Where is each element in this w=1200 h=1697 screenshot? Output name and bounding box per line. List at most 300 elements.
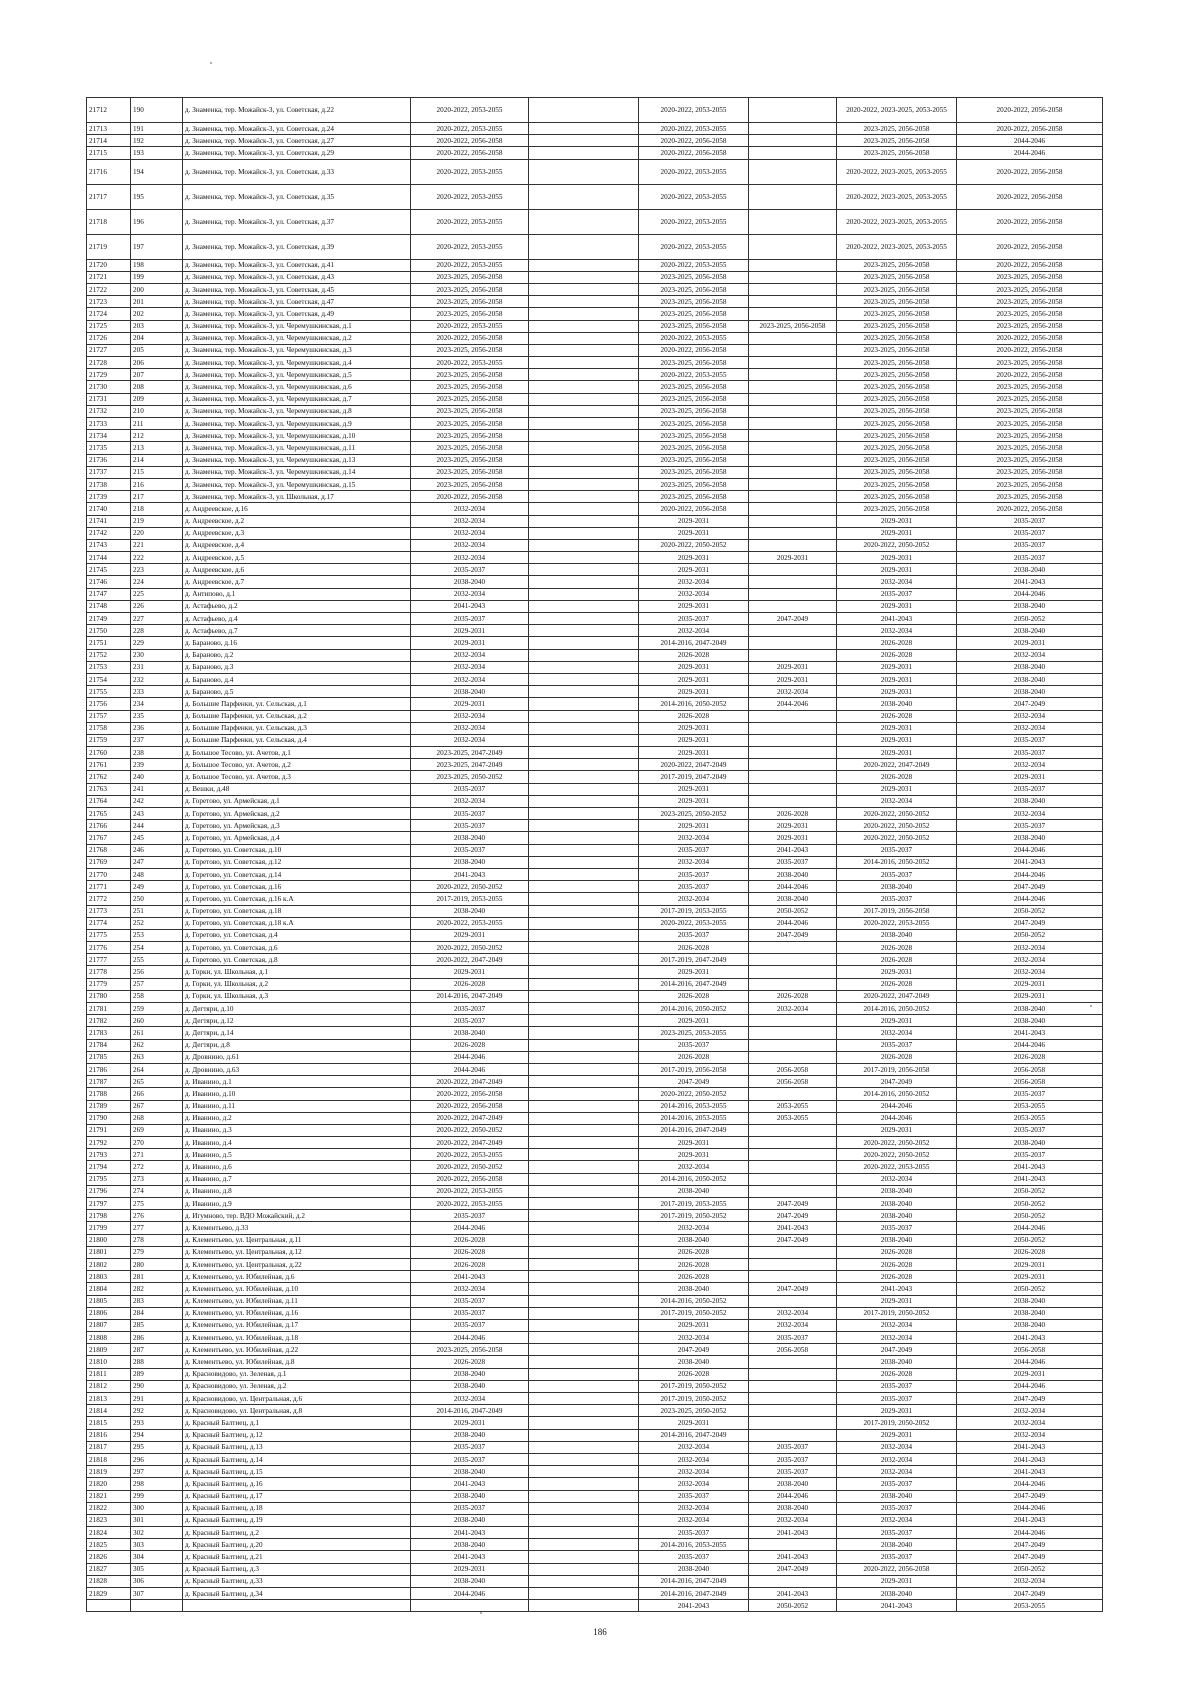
row-number-cell: 301 — [131, 1514, 183, 1526]
period-cell-1: 2020-2022, 2056-2058 — [411, 1088, 529, 1100]
period-cell-1: 2023-2025, 2056-2058 — [411, 283, 529, 295]
period-cell-1: 2044-2046 — [411, 1063, 529, 1075]
row-id-cell: 21792 — [87, 1137, 131, 1149]
period-cell-3: 2029-2031 — [639, 661, 749, 673]
period-cell-1: 2035-2037 — [411, 820, 529, 832]
address-cell: д. Знаменка, тер. Можайск-3, ул. Советская, д.43 — [183, 271, 411, 283]
address-cell: д. Знаменка, тер. Можайск-3, ул. Черемушкинская, д.14 — [183, 466, 411, 478]
period-cell-1 — [411, 1600, 529, 1612]
table-row — [87, 1161, 1103, 1173]
period-cell-3: 2035-2037 — [639, 868, 749, 880]
period-cell-1: 2023-2025, 2050-2052 — [411, 771, 529, 783]
period-cell-5: 2020-2022, 2050-2052 — [837, 832, 957, 844]
period-cell-5: 2026-2028 — [837, 1246, 957, 1258]
period-cell-2 — [529, 1015, 639, 1027]
period-cell-4: 2050-2052 — [749, 1600, 837, 1612]
row-number-cell: 305 — [131, 1563, 183, 1575]
period-cell-1: 2023-2025, 2056-2058 — [411, 454, 529, 466]
period-cell-4: 2053-2055 — [749, 1112, 837, 1124]
period-cell-4 — [749, 978, 837, 990]
period-cell-3: 2032-2034 — [639, 1502, 749, 1514]
period-cell-4 — [749, 649, 837, 661]
table-row — [87, 832, 1103, 844]
period-cell-5: 2035-2037 — [837, 1393, 957, 1405]
table-body — [87, 98, 1103, 1612]
table-row — [87, 357, 1103, 369]
period-cell-5: 2038-2040 — [837, 698, 957, 710]
period-cell-2 — [529, 1319, 639, 1331]
period-cell-3: 2047-2049 — [639, 1076, 749, 1088]
row-id-cell: 21716 — [87, 159, 131, 184]
address-cell: д. Красный Балтиец, д.33 — [183, 1575, 411, 1587]
period-cell-5: 2026-2028 — [837, 771, 957, 783]
address-cell: д. Клементьево, ул. Юбилейная, д.22 — [183, 1344, 411, 1356]
row-id-cell: 21749 — [87, 613, 131, 625]
period-cell-6: 2035-2037 — [957, 783, 1103, 795]
table-row — [87, 332, 1103, 344]
row-id-cell: 21825 — [87, 1539, 131, 1551]
table-row — [87, 1051, 1103, 1063]
period-cell-3: 2023-2025, 2056-2058 — [639, 308, 749, 320]
period-cell-1: 2026-2028 — [411, 1234, 529, 1246]
period-cell-6: 2032-2034 — [957, 954, 1103, 966]
period-cell-4 — [749, 135, 837, 147]
period-cell-4: 2050-2052 — [749, 905, 837, 917]
row-id-cell: 21719 — [87, 234, 131, 259]
address-cell: д. Дегтяри, д.8 — [183, 1039, 411, 1051]
period-cell-5: 2017-2019, 2050-2052 — [837, 1307, 957, 1319]
period-cell-1: 2038-2040 — [411, 1575, 529, 1587]
period-cell-4 — [749, 1137, 837, 1149]
address-cell: д. Знаменка, тер. Можайск-3, ул. Советская, д.37 — [183, 209, 411, 234]
period-cell-2 — [529, 123, 639, 135]
period-cell-6: 2038-2040 — [957, 600, 1103, 612]
row-number-cell: 219 — [131, 515, 183, 527]
row-id-cell: 21784 — [87, 1039, 131, 1051]
period-cell-3: 2023-2025, 2056-2058 — [639, 393, 749, 405]
row-number-cell: 289 — [131, 1368, 183, 1380]
table-row — [87, 625, 1103, 637]
row-id-cell: 21742 — [87, 527, 131, 539]
period-cell-1: 2041-2043 — [411, 1271, 529, 1283]
period-cell-5: 2023-2025, 2056-2058 — [837, 123, 957, 135]
period-cell-1: 2020-2022, 2047-2049 — [411, 1076, 529, 1088]
period-cell-5: 2029-2031 — [837, 1295, 957, 1307]
period-cell-2 — [529, 1380, 639, 1392]
period-cell-1: 2023-2025, 2056-2058 — [411, 478, 529, 490]
row-id-cell: 21732 — [87, 405, 131, 417]
period-cell-2 — [529, 942, 639, 954]
period-cell-4 — [749, 381, 837, 393]
row-number-cell: 293 — [131, 1417, 183, 1429]
period-cell-3: 2029-2031 — [639, 966, 749, 978]
address-cell: д. Горетово, ул. Советская, д.10 — [183, 844, 411, 856]
period-cell-2 — [529, 649, 639, 661]
period-cell-6: 2023-2025, 2056-2058 — [957, 405, 1103, 417]
period-cell-5: 2029-2031 — [837, 1405, 957, 1417]
address-cell: д. Бараново, д.4 — [183, 673, 411, 685]
period-cell-3: 2023-2025, 2056-2058 — [639, 442, 749, 454]
row-id-cell: 21795 — [87, 1173, 131, 1185]
period-cell-6: 2041-2043 — [957, 1514, 1103, 1526]
address-cell: д. Знаменка, тер. Можайск-3, ул. Советская, д.27 — [183, 135, 411, 147]
row-id-cell: 21747 — [87, 588, 131, 600]
table-row — [87, 552, 1103, 564]
row-number-cell: 254 — [131, 942, 183, 954]
address-cell: д. Бараново, д.3 — [183, 661, 411, 673]
row-number-cell: 296 — [131, 1453, 183, 1465]
row-id-cell: 21815 — [87, 1417, 131, 1429]
row-id-cell: 21758 — [87, 722, 131, 734]
period-cell-4 — [749, 1393, 837, 1405]
row-id-cell: 21751 — [87, 637, 131, 649]
period-cell-2 — [529, 552, 639, 564]
address-cell: д. Дегтяри, д.10 — [183, 1003, 411, 1015]
address-cell: д. Горетово, ул. Советская, д.16 — [183, 881, 411, 893]
row-id-cell: 21799 — [87, 1222, 131, 1234]
period-cell-2 — [529, 1514, 639, 1526]
row-number-cell: 295 — [131, 1441, 183, 1453]
table-row — [87, 491, 1103, 503]
period-cell-3: 2020-2022, 2053-2055 — [639, 184, 749, 209]
row-number-cell: 241 — [131, 783, 183, 795]
period-cell-4 — [749, 747, 837, 759]
period-cell-2 — [529, 929, 639, 941]
period-cell-3: 2032-2034 — [639, 576, 749, 588]
period-cell-5: 2020-2022, 2047-2049 — [837, 990, 957, 1002]
period-cell-4 — [749, 734, 837, 746]
row-id-cell: 21715 — [87, 147, 131, 159]
period-cell-6: 2023-2025, 2056-2058 — [957, 478, 1103, 490]
table-row — [87, 1344, 1103, 1356]
address-cell: д. Знаменка, тер. Можайск-3, ул. Черемушкинская, д.1 — [183, 320, 411, 332]
period-cell-6: 2035-2037 — [957, 539, 1103, 551]
period-cell-4 — [749, 478, 837, 490]
period-cell-6: 2023-2025, 2056-2058 — [957, 418, 1103, 430]
period-cell-3: 2035-2037 — [639, 1490, 749, 1502]
table-row — [87, 1380, 1103, 1392]
period-cell-6: 2035-2037 — [957, 747, 1103, 759]
table-row — [87, 393, 1103, 405]
period-cell-6: 2029-2031 — [957, 1258, 1103, 1270]
period-cell-2 — [529, 1063, 639, 1075]
period-cell-6: 2044-2046 — [957, 1478, 1103, 1490]
period-cell-5: 2023-2025, 2056-2058 — [837, 381, 957, 393]
period-cell-3: 2020-2022, 2053-2055 — [639, 159, 749, 184]
period-cell-4 — [749, 430, 837, 442]
address-cell: д. Знаменка, тер. Можайск-3, ул. Советская, д.41 — [183, 259, 411, 271]
row-number-cell: 285 — [131, 1319, 183, 1331]
address-cell: д. Большое Тесово, ул. Ачетов, д.2 — [183, 759, 411, 771]
row-number-cell: 307 — [131, 1588, 183, 1600]
address-cell: д. Клементьево, ул. Юбилейная, д.11 — [183, 1295, 411, 1307]
period-cell-5: 2029-2031 — [837, 661, 957, 673]
table-row — [87, 978, 1103, 990]
period-cell-4: 2029-2031 — [749, 832, 837, 844]
period-cell-1: 2029-2031 — [411, 1417, 529, 1429]
period-cell-4 — [749, 357, 837, 369]
address-cell: д. Знаменка, тер. Можайск-3, ул. Черемушкинская, д.6 — [183, 381, 411, 393]
row-number-cell: 294 — [131, 1429, 183, 1441]
period-cell-1: 2020-2022, 2047-2049 — [411, 1112, 529, 1124]
period-cell-6: 2050-2052 — [957, 1210, 1103, 1222]
period-cell-2 — [529, 1478, 639, 1490]
row-id-cell: 21766 — [87, 820, 131, 832]
period-cell-2 — [529, 381, 639, 393]
address-cell: д. Красный Балтиец, д.14 — [183, 1453, 411, 1465]
table-row — [87, 600, 1103, 612]
period-cell-5: 2035-2037 — [837, 844, 957, 856]
address-cell: д. Горки, ул. Школьная, д.1 — [183, 966, 411, 978]
period-cell-1: 2038-2040 — [411, 832, 529, 844]
row-number-cell: 228 — [131, 625, 183, 637]
period-cell-1: 2023-2025, 2056-2058 — [411, 1344, 529, 1356]
period-cell-2 — [529, 357, 639, 369]
row-number-cell: 287 — [131, 1344, 183, 1356]
address-cell: д. Знаменка, тер. Можайск-3, ул. Советская, д.35 — [183, 184, 411, 209]
period-cell-1: 2035-2037 — [411, 1210, 529, 1222]
period-cell-1: 2029-2031 — [411, 966, 529, 978]
row-number-cell: 221 — [131, 539, 183, 551]
page-number: 186 — [593, 1627, 607, 1637]
period-cell-2 — [529, 393, 639, 405]
table-row — [87, 856, 1103, 868]
period-cell-2 — [529, 332, 639, 344]
table-row — [87, 283, 1103, 295]
row-number-cell: 267 — [131, 1100, 183, 1112]
period-cell-6: 2044-2046 — [957, 868, 1103, 880]
row-number-cell: 260 — [131, 1015, 183, 1027]
period-cell-1: 2020-2022, 2047-2049 — [411, 954, 529, 966]
address-cell: д. Знаменка, тер. Можайск-3, ул. Советская, д.39 — [183, 234, 411, 259]
period-cell-3: 2029-2031 — [639, 722, 749, 734]
table-row — [87, 564, 1103, 576]
period-cell-5: 2020-2022, 2023-2025, 2053-2055 — [837, 234, 957, 259]
period-cell-2 — [529, 1027, 639, 1039]
period-cell-5: 2035-2037 — [837, 893, 957, 905]
row-id-cell: 21771 — [87, 881, 131, 893]
period-cell-1: 2029-2031 — [411, 1563, 529, 1575]
period-cell-6: 2038-2040 — [957, 661, 1103, 673]
period-cell-6: 2050-2052 — [957, 1563, 1103, 1575]
row-number-cell: 248 — [131, 868, 183, 880]
period-cell-2 — [529, 576, 639, 588]
period-cell-2 — [529, 1563, 639, 1575]
period-cell-4: 2032-2034 — [749, 1003, 837, 1015]
period-cell-2 — [529, 1417, 639, 1429]
period-cell-5: 2020-2022, 2023-2025, 2053-2055 — [837, 209, 957, 234]
period-cell-2 — [529, 1429, 639, 1441]
period-cell-3: 2029-2031 — [639, 747, 749, 759]
row-id-cell: 21813 — [87, 1393, 131, 1405]
period-cell-4 — [749, 564, 837, 576]
period-cell-3: 2038-2040 — [639, 1234, 749, 1246]
row-number-cell: 196 — [131, 209, 183, 234]
row-number-cell: 269 — [131, 1124, 183, 1136]
period-cell-3: 2020-2022, 2050-2052 — [639, 539, 749, 551]
period-cell-4: 2032-2034 — [749, 1319, 837, 1331]
row-id-cell: 21736 — [87, 454, 131, 466]
row-id-cell: 21812 — [87, 1380, 131, 1392]
period-cell-3: 2023-2025, 2056-2058 — [639, 283, 749, 295]
period-cell-6: 2041-2043 — [957, 576, 1103, 588]
address-cell: д. Астафьево, д.2 — [183, 600, 411, 612]
period-cell-2 — [529, 259, 639, 271]
period-cell-3: 2035-2037 — [639, 881, 749, 893]
period-cell-2 — [529, 283, 639, 295]
period-cell-6: 2038-2040 — [957, 625, 1103, 637]
period-cell-4 — [749, 795, 837, 807]
period-cell-5: 2023-2025, 2056-2058 — [837, 332, 957, 344]
address-cell: д. Большое Тесово, ул. Ачетов, д.3 — [183, 771, 411, 783]
period-cell-4: 2044-2046 — [749, 881, 837, 893]
address-cell: д. Знаменка, тер. Можайск-3, ул. Черемушкинская, д.7 — [183, 393, 411, 405]
period-cell-3: 2023-2025, 2056-2058 — [639, 478, 749, 490]
period-cell-1: 2032-2034 — [411, 722, 529, 734]
period-cell-2 — [529, 1246, 639, 1258]
period-cell-5: 2023-2025, 2056-2058 — [837, 418, 957, 430]
period-cell-3: 2020-2022, 2056-2058 — [639, 135, 749, 147]
period-cell-6: 2044-2046 — [957, 135, 1103, 147]
row-id-cell: 21723 — [87, 296, 131, 308]
period-cell-3: 2023-2025, 2056-2058 — [639, 296, 749, 308]
row-number-cell: 270 — [131, 1137, 183, 1149]
period-cell-5: 2044-2046 — [837, 1100, 957, 1112]
address-cell: д. Большие Парфенки, ул. Сельская, д.3 — [183, 722, 411, 734]
address-cell: д. Иванино, д.11 — [183, 1100, 411, 1112]
row-number-cell: 265 — [131, 1076, 183, 1088]
table-row — [87, 1112, 1103, 1124]
address-cell: д. Красный Балтиец, д.16 — [183, 1478, 411, 1490]
row-number-cell: 261 — [131, 1027, 183, 1039]
row-number-cell: 197 — [131, 234, 183, 259]
period-cell-3: 2014-2016, 2050-2052 — [639, 1003, 749, 1015]
period-cell-3: 2023-2025, 2050-2052 — [639, 808, 749, 820]
address-cell: д. Дегтяри, д.12 — [183, 1015, 411, 1027]
period-cell-1: 2023-2025, 2056-2058 — [411, 430, 529, 442]
scan-speck — [480, 1612, 482, 1614]
period-cell-1: 2020-2022, 2056-2058 — [411, 1173, 529, 1185]
period-cell-3: 2014-2016, 2050-2052 — [639, 1173, 749, 1185]
period-cell-3: 2029-2031 — [639, 527, 749, 539]
period-cell-6: 2023-2025, 2056-2058 — [957, 430, 1103, 442]
period-cell-5: 2026-2028 — [837, 1051, 957, 1063]
period-cell-5: 2023-2025, 2056-2058 — [837, 147, 957, 159]
row-id-cell: 21754 — [87, 673, 131, 685]
period-cell-6: 2053-2055 — [957, 1600, 1103, 1612]
period-cell-5: 2020-2022, 2047-2049 — [837, 759, 957, 771]
period-cell-5: 2035-2037 — [837, 1039, 957, 1051]
period-cell-1: 2038-2040 — [411, 1490, 529, 1502]
period-cell-5: 2014-2016, 2050-2052 — [837, 856, 957, 868]
period-cell-3: 2023-2025, 2056-2058 — [639, 430, 749, 442]
period-cell-3: 2014-2016, 2050-2052 — [639, 698, 749, 710]
row-id-cell: 21828 — [87, 1575, 131, 1587]
period-cell-5: 2023-2025, 2056-2058 — [837, 442, 957, 454]
address-cell: д. Андреевское, д.2 — [183, 515, 411, 527]
period-cell-2 — [529, 1234, 639, 1246]
period-cell-1: 2035-2037 — [411, 808, 529, 820]
table-row — [87, 135, 1103, 147]
table-row — [87, 1234, 1103, 1246]
period-cell-5: 2020-2022, 2050-2052 — [837, 1137, 957, 1149]
period-cell-2 — [529, 844, 639, 856]
period-cell-5: 2020-2022, 2023-2025, 2053-2055 — [837, 98, 957, 123]
table-row — [87, 1429, 1103, 1441]
period-cell-5: 2047-2049 — [837, 1344, 957, 1356]
period-cell-3: 2020-2022, 2053-2055 — [639, 332, 749, 344]
row-id-cell: 21808 — [87, 1332, 131, 1344]
period-cell-4 — [749, 1356, 837, 1368]
row-id-cell: 21823 — [87, 1514, 131, 1526]
period-cell-4: 2029-2031 — [749, 661, 837, 673]
period-cell-6: 2020-2022, 2056-2058 — [957, 234, 1103, 259]
period-cell-4: 2047-2049 — [749, 1198, 837, 1210]
address-cell: д. Клементьево, ул. Юбилейная, д.8 — [183, 1356, 411, 1368]
period-cell-3: 2032-2034 — [639, 1478, 749, 1490]
row-number-cell: 226 — [131, 600, 183, 612]
period-cell-3: 2026-2028 — [639, 1246, 749, 1258]
period-cell-2 — [529, 856, 639, 868]
period-cell-1: 2023-2025, 2047-2049 — [411, 759, 529, 771]
row-number-cell: 215 — [131, 466, 183, 478]
period-cell-5: 2032-2034 — [837, 1453, 957, 1465]
table-row — [87, 1088, 1103, 1100]
period-cell-5: 2035-2037 — [837, 1527, 957, 1539]
row-number-cell: 276 — [131, 1210, 183, 1222]
period-cell-6: 2047-2049 — [957, 1490, 1103, 1502]
table-row — [87, 747, 1103, 759]
row-number-cell: 236 — [131, 722, 183, 734]
address-cell: д. Знаменка, тер. Можайск-3, ул. Черемушкинская, д.5 — [183, 369, 411, 381]
period-cell-2 — [529, 296, 639, 308]
row-number-cell: 283 — [131, 1295, 183, 1307]
period-cell-2 — [529, 1210, 639, 1222]
table-row — [87, 1295, 1103, 1307]
period-cell-2 — [529, 820, 639, 832]
row-id-cell: 21803 — [87, 1271, 131, 1283]
period-cell-6: 2035-2037 — [957, 515, 1103, 527]
period-cell-6: 2023-2025, 2056-2058 — [957, 296, 1103, 308]
row-number-cell: 243 — [131, 808, 183, 820]
table-row — [87, 1319, 1103, 1331]
row-number-cell: 207 — [131, 369, 183, 381]
address-cell: д. Красновидово, ул. Центральная, д.8 — [183, 1405, 411, 1417]
address-cell: д. Большие Парфенки, ул. Сельская, д.4 — [183, 734, 411, 746]
period-cell-2 — [529, 966, 639, 978]
period-cell-4: 2035-2037 — [749, 1453, 837, 1465]
period-cell-6: 2029-2031 — [957, 637, 1103, 649]
row-id-cell: 21735 — [87, 442, 131, 454]
period-cell-6: 2041-2043 — [957, 1441, 1103, 1453]
table-row — [87, 808, 1103, 820]
row-number-cell: 302 — [131, 1527, 183, 1539]
period-cell-1: 2020-2022, 2056-2058 — [411, 1100, 529, 1112]
period-cell-3: 2035-2037 — [639, 1039, 749, 1051]
period-cell-2 — [529, 1173, 639, 1185]
row-id-cell: 21712 — [87, 98, 131, 123]
period-cell-6: 2041-2043 — [957, 1173, 1103, 1185]
period-cell-2 — [529, 1088, 639, 1100]
row-number-cell: 306 — [131, 1575, 183, 1587]
period-cell-6: 2044-2046 — [957, 893, 1103, 905]
period-cell-3: 2020-2022, 2047-2049 — [639, 759, 749, 771]
period-cell-3: 2029-2031 — [639, 552, 749, 564]
address-cell: д. Горки, ул. Школьная, д.2 — [183, 978, 411, 990]
row-number-cell: 202 — [131, 308, 183, 320]
address-cell: д. Знаменка, тер. Можайск-3, ул. Советская, д.29 — [183, 147, 411, 159]
period-cell-2 — [529, 1393, 639, 1405]
